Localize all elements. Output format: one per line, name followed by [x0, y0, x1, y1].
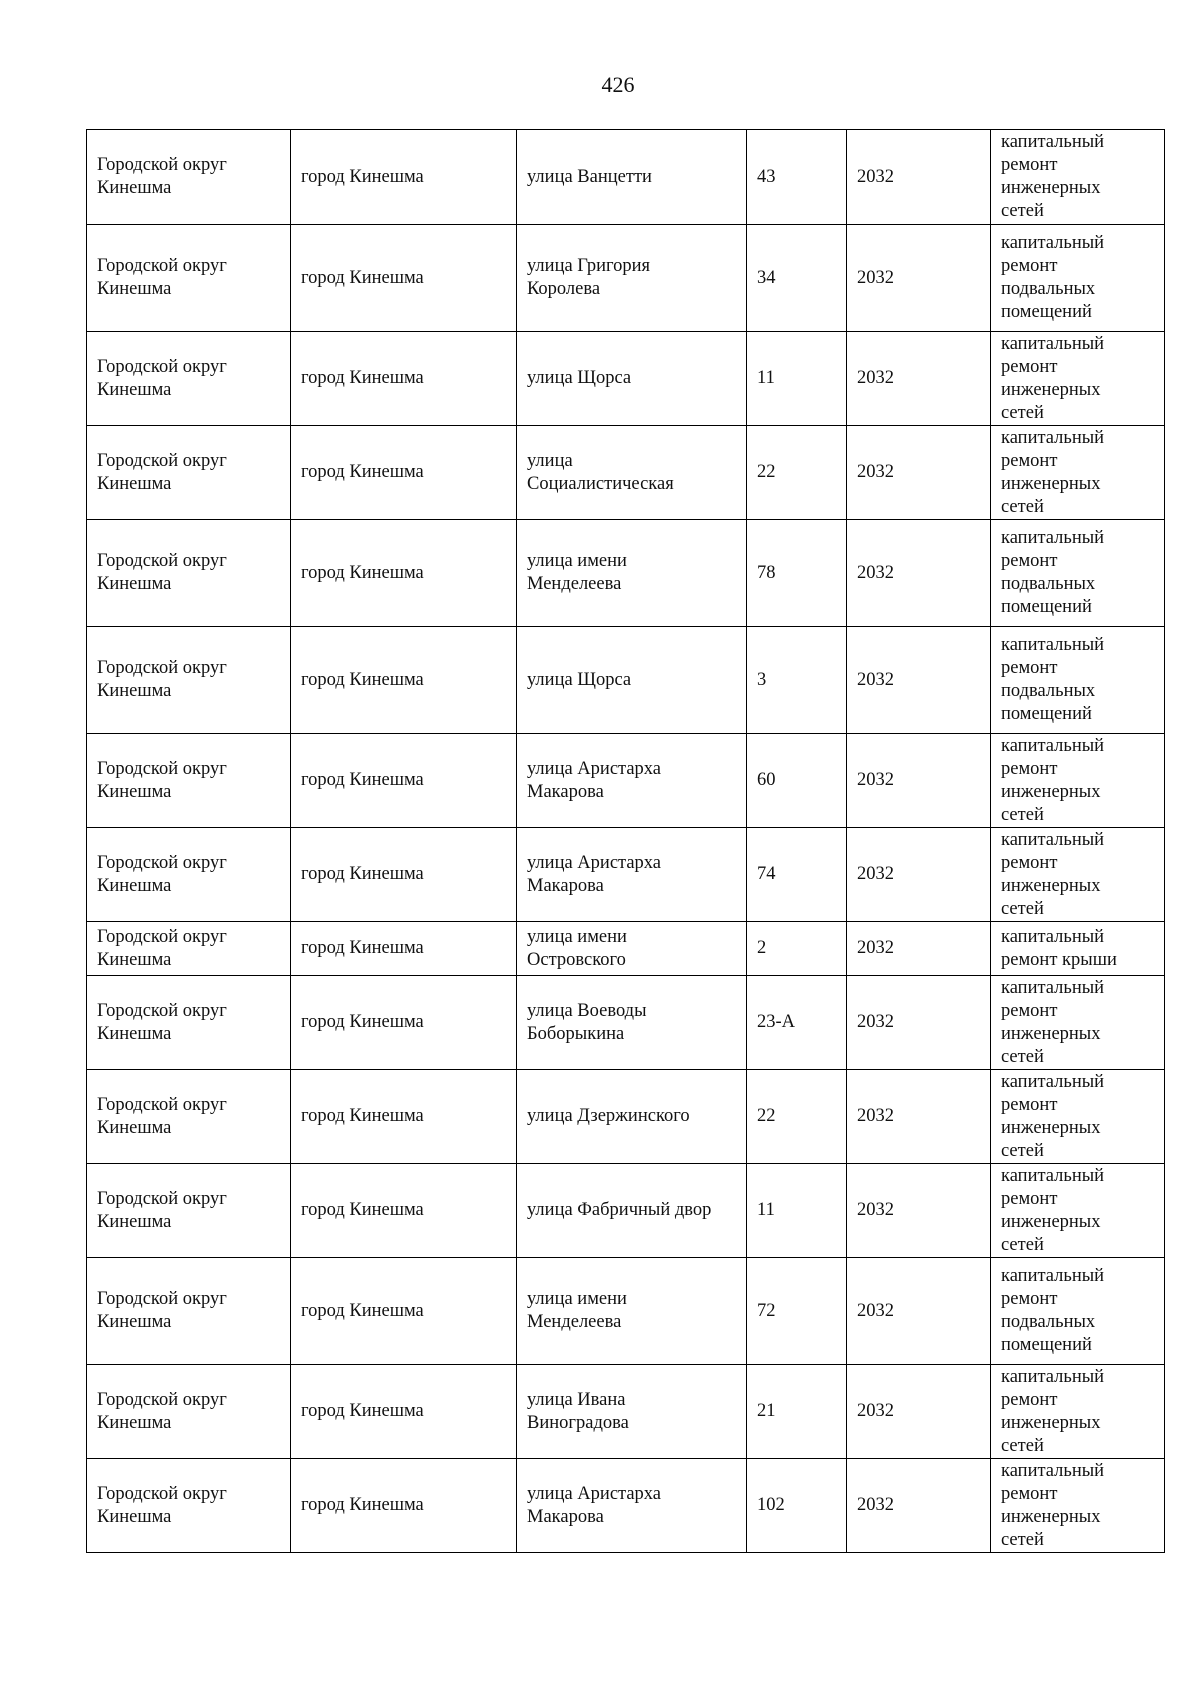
municipality-cell: Городской округ Кинешма: [87, 130, 291, 225]
year-cell: 2032: [847, 225, 991, 332]
locality-cell: город Кинешма: [291, 922, 517, 976]
locality-cell: город Кинешма: [291, 734, 517, 828]
locality-cell: город Кинешма: [291, 976, 517, 1070]
work-type-cell: капитальный ремонт инженерных сетей: [991, 1459, 1165, 1553]
locality-cell: город Кинешма: [291, 1365, 517, 1459]
work-type-cell: капитальный ремонт инженерных сетей: [991, 332, 1165, 426]
year-cell: 2032: [847, 734, 991, 828]
year-cell: 2032: [847, 130, 991, 225]
house-number-cell: 72: [747, 1258, 847, 1365]
house-number-cell: 74: [747, 828, 847, 922]
street-cell: улица Щорса: [517, 627, 747, 734]
table-row: [87, 976, 1165, 1070]
street-cell: улица Григория Королева: [517, 225, 747, 332]
street-cell: улица Ванцетти: [517, 130, 747, 225]
year-cell: 2032: [847, 426, 991, 520]
year-cell: 2032: [847, 627, 991, 734]
table-row: [87, 828, 1165, 922]
municipality-cell: Городской округ Кинешма: [87, 828, 291, 922]
year-cell: 2032: [847, 922, 991, 976]
municipality-cell: Городской округ Кинешма: [87, 1070, 291, 1164]
year-cell: 2032: [847, 1070, 991, 1164]
street-cell: улица Аристарха Макарова: [517, 828, 747, 922]
table-row: [87, 1164, 1165, 1258]
street-cell: улица имени Менделеева: [517, 520, 747, 627]
house-number-cell: 102: [747, 1459, 847, 1553]
table-row: [87, 1258, 1165, 1365]
street-cell: улица Фабричный двор: [517, 1164, 747, 1258]
work-type-cell: капитальный ремонт подвальных помещений: [991, 520, 1165, 627]
year-cell: 2032: [847, 1164, 991, 1258]
municipality-cell: Городской округ Кинешма: [87, 426, 291, 520]
work-type-cell: капитальный ремонт инженерных сетей: [991, 1365, 1165, 1459]
year-cell: 2032: [847, 1459, 991, 1553]
locality-cell: город Кинешма: [291, 1459, 517, 1553]
work-type-cell: капитальный ремонт подвальных помещений: [991, 225, 1165, 332]
street-cell: улица Воеводы Боборыкина: [517, 976, 747, 1070]
table-row: [87, 627, 1165, 734]
table-row: [87, 734, 1165, 828]
street-cell: улица Аристарха Макарова: [517, 734, 747, 828]
table-row: [87, 130, 1165, 225]
locality-cell: город Кинешма: [291, 1164, 517, 1258]
locality-cell: город Кинешма: [291, 627, 517, 734]
house-number-cell: 11: [747, 332, 847, 426]
house-number-cell: 78: [747, 520, 847, 627]
locality-cell: город Кинешма: [291, 426, 517, 520]
work-type-cell: капитальный ремонт инженерных сетей: [991, 426, 1165, 520]
locality-cell: город Кинешма: [291, 1258, 517, 1365]
work-type-cell: капитальный ремонт инженерных сетей: [991, 828, 1165, 922]
work-type-cell: капитальный ремонт подвальных помещений: [991, 627, 1165, 734]
municipality-cell: Городской округ Кинешма: [87, 1365, 291, 1459]
year-cell: 2032: [847, 828, 991, 922]
page-number: 426: [601, 72, 635, 97]
municipality-cell: Городской округ Кинешма: [87, 922, 291, 976]
year-cell: 2032: [847, 1365, 991, 1459]
work-type-cell: капитальный ремонт инженерных сетей: [991, 734, 1165, 828]
municipality-cell: Городской округ Кинешма: [87, 520, 291, 627]
locality-cell: город Кинешма: [291, 130, 517, 225]
work-type-cell: капитальный ремонт подвальных помещений: [991, 1258, 1165, 1365]
locality-cell: город Кинешма: [291, 520, 517, 627]
municipality-cell: Городской округ Кинешма: [87, 332, 291, 426]
house-number-cell: 60: [747, 734, 847, 828]
house-number-cell: 3: [747, 627, 847, 734]
street-cell: улица Дзержинского: [517, 1070, 747, 1164]
year-cell: 2032: [847, 520, 991, 627]
house-number-cell: 43: [747, 130, 847, 225]
table-row: [87, 332, 1165, 426]
municipality-cell: Городской округ Кинешма: [87, 1459, 291, 1553]
house-number-cell: 23-А: [747, 976, 847, 1070]
year-cell: 2032: [847, 1258, 991, 1365]
locality-cell: город Кинешма: [291, 828, 517, 922]
house-number-cell: 21: [747, 1365, 847, 1459]
table-row: [87, 922, 1165, 976]
municipality-cell: Городской округ Кинешма: [87, 627, 291, 734]
table-row: [87, 1459, 1165, 1553]
locality-cell: город Кинешма: [291, 1070, 517, 1164]
work-type-cell: капитальный ремонт инженерных сетей: [991, 1070, 1165, 1164]
table-body: [87, 130, 1165, 1553]
house-number-cell: 34: [747, 225, 847, 332]
repair-schedule-table: [86, 129, 1165, 1553]
municipality-cell: Городской округ Кинешма: [87, 1164, 291, 1258]
municipality-cell: Городской округ Кинешма: [87, 976, 291, 1070]
work-type-cell: капитальный ремонт инженерных сетей: [991, 976, 1165, 1070]
house-number-cell: 22: [747, 1070, 847, 1164]
locality-cell: город Кинешма: [291, 332, 517, 426]
street-cell: улица Ивана Виноградова: [517, 1365, 747, 1459]
municipality-cell: Городской округ Кинешма: [87, 225, 291, 332]
street-cell: улица Щорса: [517, 332, 747, 426]
street-cell: улица имени Островского: [517, 922, 747, 976]
table-row: [87, 225, 1165, 332]
street-cell: улица имени Менделеева: [517, 1258, 747, 1365]
street-cell: улица Социалистическая: [517, 426, 747, 520]
year-cell: 2032: [847, 332, 991, 426]
municipality-cell: Городской округ Кинешма: [87, 734, 291, 828]
table-row: [87, 1070, 1165, 1164]
house-number-cell: 2: [747, 922, 847, 976]
house-number-cell: 22: [747, 426, 847, 520]
work-type-cell: капитальный ремонт крыши: [991, 922, 1165, 976]
municipality-cell: Городской округ Кинешма: [87, 1258, 291, 1365]
work-type-cell: капитальный ремонт инженерных сетей: [991, 130, 1165, 225]
work-type-cell: капитальный ремонт инженерных сетей: [991, 1164, 1165, 1258]
year-cell: 2032: [847, 976, 991, 1070]
street-cell: улица Аристарха Макарова: [517, 1459, 747, 1553]
locality-cell: город Кинешма: [291, 225, 517, 332]
table-row: [87, 520, 1165, 627]
house-number-cell: 11: [747, 1164, 847, 1258]
table-row: [87, 426, 1165, 520]
table-row: [87, 1365, 1165, 1459]
